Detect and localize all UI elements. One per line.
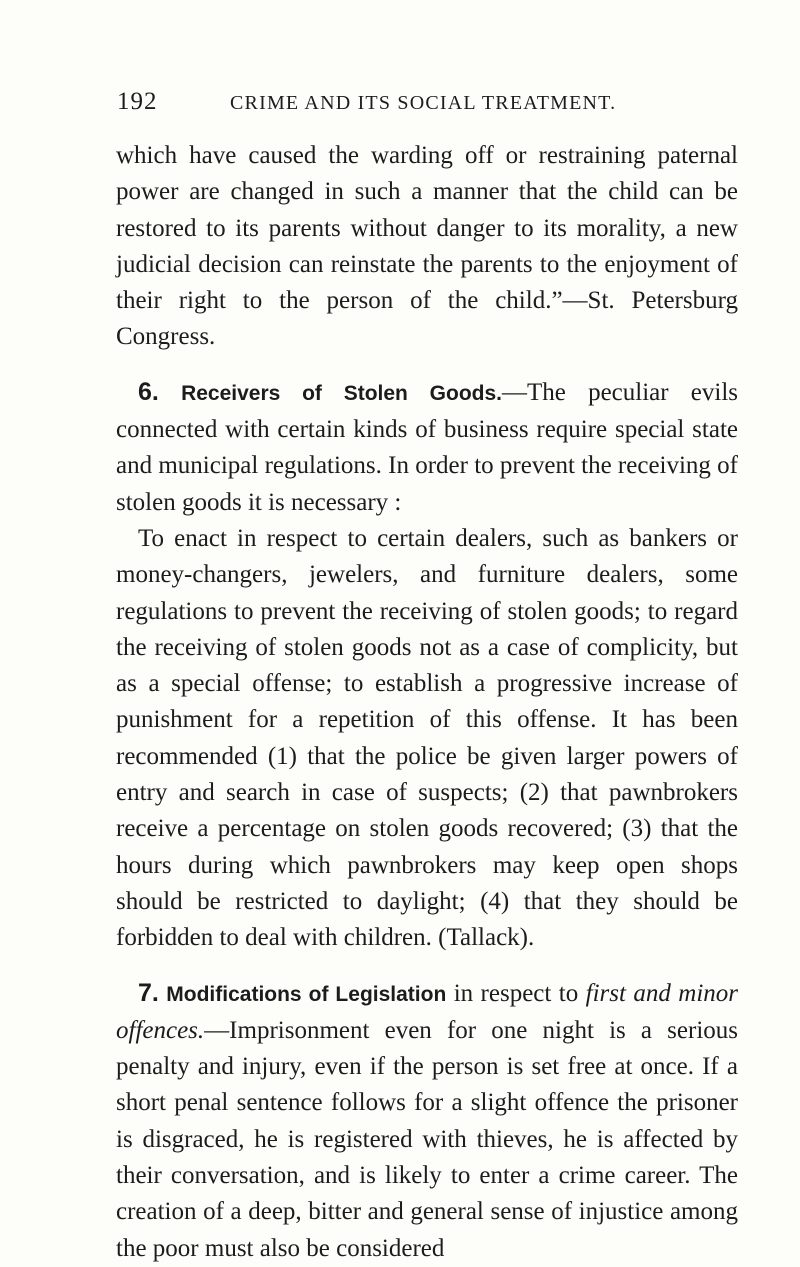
page-header [117,88,737,124]
body-text [116,138,738,1267]
section-italic-offences: first and minor offences. [116,979,738,1044]
section-number-7: 7. [138,978,159,1007]
section-intro-modifications: in respect to [446,979,586,1007]
page-number: 192 [117,88,158,115]
running-title: CRIME AND ITS SOCIAL TREATMENT. [230,92,617,114]
paragraph-spacer [116,957,738,975]
section-heading-modifications: Modifications of Legislation [166,982,447,1006]
paragraph-modifications-legislation [116,975,738,1267]
section-number-6: 6. [138,377,159,406]
section-text-modifications: —Imprisonment even for one night is a serious penalty and injury, even if the person is set free at once. If a short penal sentence follows for a slight offence the prisoner is disgraced, he is registered with thieves, he is affected by their conversation, and is likely to enter a crime career. The creation of a deep, bitter and general sense of injustice among the poor must also be considered [116,1016,738,1262]
section-text-receivers: —The peculiar evils connected with certain kinds of business require special state and municipal regulations. In order to prevent the receiving of stolen goods it is necessary : [116,378,739,516]
paragraph-regulations: To enact in respect to certain dealers, such as bankers or money-changers, jewelers, and furniture dealers, some regulations to prevent the receiving of stolen goods; to regard the receiving of stolen goods not as a case of complicity, but as a special offense; to establish a progressive increase of punishment for a repetition of this offense. It has been recommended (1) that the police be given larger powers of entry and search in case of suspects; (2) that pawnbrokers receive a percentage on stolen goods recovered; (3) that the hours during which pawnbrokers may keep open shops should be restricted to daylight; (4) that they should be forbidden to deal with children. (Tallack). [116,524,738,952]
paragraph-receivers-stolen-goods [116,374,738,521]
paragraph-spacer [116,356,738,374]
section-heading-receivers: Receivers of Stolen Goods. [181,381,502,405]
paragraph-continuation: which have caused the warding off or restraining paternal power are changed in such a manner that the child can be restored to its parents without danger to its morality, a new judicial decision can reinstate the parents to the enjoyment of their right to the person of the child.”—St. Petersburg Congress. [116,142,738,351]
